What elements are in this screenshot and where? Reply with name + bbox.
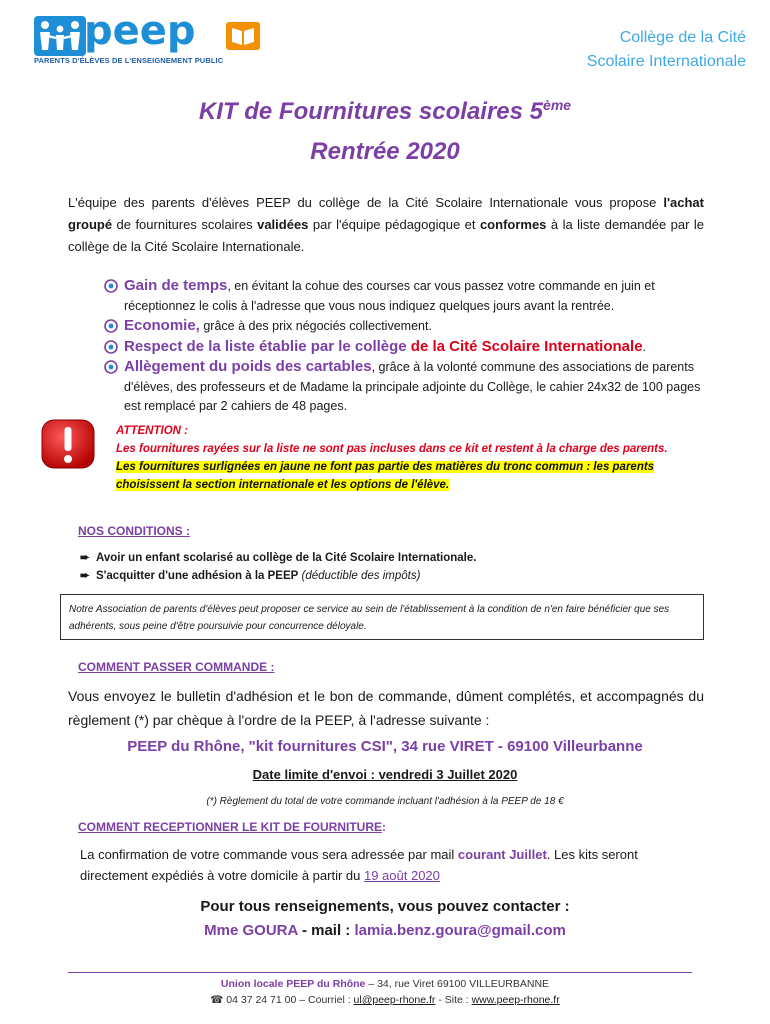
school-line-1: Collège de la Cité	[619, 29, 746, 46]
benefits-list	[104, 276, 704, 417]
list-item	[104, 316, 704, 337]
contact-email[interactable]: lamia.benz.goura@gmail.com	[354, 922, 566, 939]
reception-paragraph	[80, 844, 704, 886]
contact-line: Pour tous renseignements, vous pouvez contacter :	[200, 898, 570, 915]
contact-details	[0, 922, 770, 939]
footer-address-line	[0, 978, 770, 990]
reception-date: 19 août 2020	[363, 868, 440, 883]
condition-text: Avoir un enfant scolarisé au collège de la Cité Scolaire Internationale.	[96, 552, 477, 564]
intro-bold-2: validées	[257, 217, 309, 232]
contact-mail-label: - mail :	[297, 922, 355, 939]
document-subtitle: Rentrée 2020	[310, 138, 460, 165]
intro-text-4: à la liste demandée par le collège de la Cité Scolaire Internationale.	[68, 217, 704, 254]
legal-notice-box: Notre Association de parents d'élèves peut proposer ce service au sein de l'établissement à la condition de n'en faire bénéficier que ses adhérents, sous peine d'être poursuivie pour concurrence déloyale.	[60, 594, 704, 640]
family-icon	[34, 16, 86, 56]
order-deadline: Date limite d'envoi : vendredi 3 Juillet 2020	[252, 767, 518, 782]
footer-mail-link[interactable]: ul@peep-rhone.fr	[353, 994, 436, 1006]
footer-address: – 34, rue Viret 69100 VILLEURBANNE	[365, 978, 550, 990]
bullet-heading: Respect de la liste établie par le collège	[124, 337, 407, 355]
reception-heading-suffix: :	[382, 820, 387, 834]
intro-text-1: L'équipe des parents d'élèves PEEP du collège de la Cité Scolaire Internationale vous propose	[68, 195, 664, 210]
warning-icon	[40, 418, 96, 470]
list-item	[104, 337, 704, 358]
order-heading: COMMENT PASSER COMMANDE :	[78, 660, 275, 674]
footer-site-link[interactable]: www.peep-rhone.fr	[471, 994, 560, 1006]
attention-line-2: Les fournitures surlignées en jaune ne font pas partie des matières du tronc commun : les parents choisissent la section internationale et les options de l'élève.	[116, 461, 655, 491]
logo-wordmark: peep	[84, 8, 196, 54]
list-item	[104, 276, 704, 316]
intro-bold-3: conformes	[479, 217, 547, 232]
condition-note: (déductible des impôts)	[298, 570, 421, 582]
bullet-heading: Economie,	[124, 317, 200, 334]
book-icon	[226, 22, 260, 50]
bullet-text: , grâce à la volonté commune des associations de parents d'élèves, des professeurs et de Madame la principale adjointe du Collège, le cahier 24x32 de 100 pages est remplacé par 2 cahiers de 48 pages.	[124, 360, 701, 413]
attention-line-1: Les fournitures rayées sur la liste ne sont pas incluses dans ce kit et restent à la charge des parents.	[116, 443, 668, 455]
reception-heading-text: COMMENT RECEPTIONNER LE KIT DE FOURNITURE	[78, 820, 383, 834]
bullet-red-text: de la Cité Scolaire Internationale	[406, 337, 643, 355]
intro-bold-1: l'achat groupé	[68, 195, 704, 232]
footer-site-label: - Site :	[435, 994, 472, 1006]
title-main: KIT de Fournitures scolaires 5	[198, 98, 544, 125]
footer-divider	[68, 972, 692, 973]
intro-text-3: par l'équipe pédagogique et	[308, 217, 480, 232]
intro-paragraph	[68, 192, 704, 258]
document-title	[0, 98, 770, 126]
reception-text-1: La confirmation de votre commande vous sera adressée par mail	[80, 847, 458, 862]
school-name	[587, 26, 746, 74]
footer-org: Union locale PEEP du Rhône	[220, 978, 366, 990]
condition-text: S'acquitter d'une adhésion à la PEEP	[96, 570, 299, 582]
peep-logo	[34, 8, 260, 70]
arrow-right-icon: ➨	[80, 552, 90, 564]
bullet-icon	[104, 279, 118, 293]
bullet-text: grâce à des prix négociés collectivement.	[199, 319, 432, 333]
footer-contact-line	[0, 994, 770, 1006]
condition-item	[80, 566, 420, 586]
school-line-2: Scolaire Internationale	[586, 53, 746, 70]
bullet-icon	[104, 340, 118, 354]
contact-name: Mme GOURA	[204, 922, 298, 939]
title-sup: ème	[543, 97, 572, 113]
condition-item	[80, 548, 476, 568]
payment-note: (*) Règlement du total de votre commande incluant l'adhésion à la PEEP de 18 €	[206, 796, 564, 807]
arrow-right-icon: ➨	[80, 570, 90, 582]
logo-tagline: PARENTS D'ÉLÈVES DE L'ENSEIGNEMENT PUBLIC	[34, 56, 224, 65]
reception-text-2: . Les kits seront directement expédiés à votre domicile à partir du	[80, 847, 638, 883]
reception-highlight: courant Juillet	[457, 847, 547, 862]
order-address: PEEP du Rhône, "kit fournitures CSI", 34 rue VIRET - 69100 Villeurbanne	[127, 738, 643, 755]
bullet-text: , en évitant la cohue des courses car vous passez votre commande en juin et réceptionnez le colis à l'adresse que vous nous indiquez quelques jours avant la rentrée.	[124, 279, 655, 313]
bullet-heading: Gain de temps	[124, 277, 228, 294]
bullet-icon	[104, 360, 118, 374]
attention-label: ATTENTION :	[116, 425, 188, 437]
deadline-wrapper	[0, 766, 770, 784]
bullet-icon	[104, 319, 118, 333]
bullet-heading: Allègement du poids des cartables	[124, 358, 372, 375]
list-item	[104, 357, 704, 417]
reception-heading	[78, 820, 386, 834]
conditions-heading: NOS CONDITIONS :	[78, 524, 191, 538]
footer-phone: 04 37 24 71 00	[226, 994, 297, 1006]
attention-block	[116, 422, 701, 494]
footer-mail-label: – Courriel :	[296, 994, 354, 1006]
order-paragraph: Vous envoyez le bulletin d'adhésion et le bon de commande, dûment complétés, et accompagnés du règlement (*) par chèque à l'ordre de la PEEP, à l'adresse suivante :	[68, 688, 704, 728]
intro-text-2: de fournitures scolaires	[112, 217, 258, 232]
bullet-text: .	[642, 339, 647, 354]
phone-icon: ☎	[210, 994, 224, 1006]
